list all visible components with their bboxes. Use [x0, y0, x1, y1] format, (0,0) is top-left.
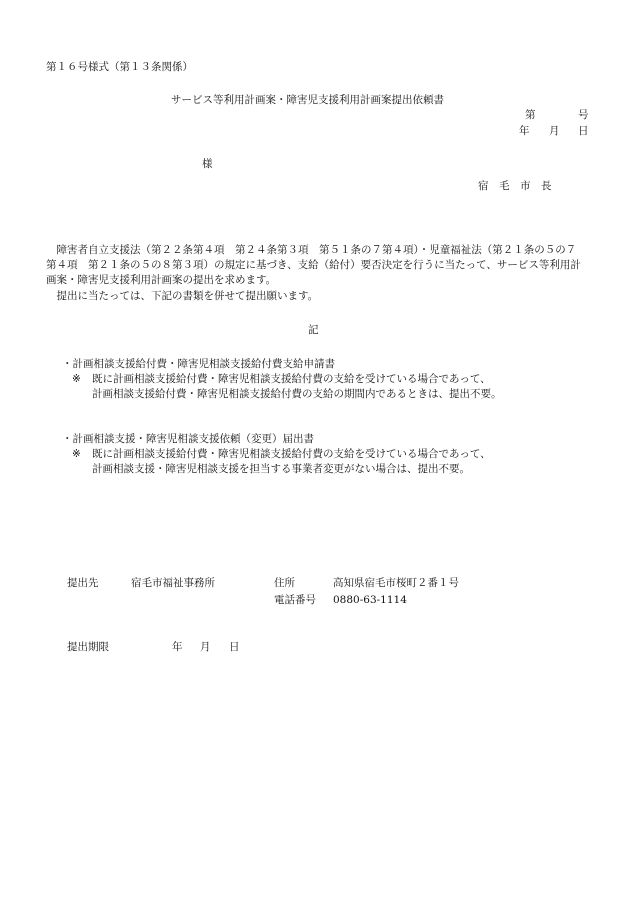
item-2-note-line-1: 既に計画相談支援給付費・障害児相談支援給付費の支給を受けている場合であって、: [92, 448, 491, 460]
item-1-title: ・計画相談支援給付費・障害児相談支援給付費支給申請書: [62, 358, 335, 370]
item-1-note-line-2: 計画相談支援給付費・障害児相談支援給付費の支給の期間内であるときは、提出不要。: [92, 388, 502, 401]
item-2-note: [72, 447, 491, 477]
ki-heading: 記: [308, 324, 319, 336]
form-label: 第１６号様式（第１３条関係）: [46, 61, 193, 73]
addressee-honorific: 様: [202, 158, 213, 170]
date-year: 年: [519, 125, 530, 137]
document-title: サービス等利用計画案・障害児支援利用計画案提出依頼書: [171, 94, 444, 106]
body-paragraph-1: 障害者自立支援法（第２２条第４項 第２４条第３項 第５１条の７第４項）・児童福祉法（第２１条の５の７第４項 第２１条の５の８第３項）の規定に基づき、支給（給付）要否決定を行うに当たって、サービス等利用計画案・障害児支援利用計画案の提出を求めます。: [46, 244, 581, 287]
submission-office: 宿毛市福祉事務所: [131, 577, 215, 589]
address-label: 住所: [274, 577, 295, 589]
item-2-title: ・計画相談支援・障害児相談支援依頼（変更）届出書: [62, 433, 314, 445]
item-1-note-line-1: 既に計画相談支援給付費・障害児相談支援給付費の支給を受けている場合であって、: [92, 373, 491, 385]
item-2-note-line-2: 計画相談支援・障害児相談支援を担当する事業者変更がない場合は、提出不要。: [92, 463, 470, 476]
submission-label: 提出先: [67, 577, 99, 589]
deadline-month: 月: [200, 641, 211, 653]
phone-label: 電話番号: [274, 594, 316, 606]
body-text: [46, 243, 586, 304]
deadline-label: 提出期限: [67, 641, 109, 653]
address-value: 高知県宿毛市桜町２番１号: [333, 577, 459, 589]
date-month: 月: [549, 125, 560, 137]
sender-name: 宿 毛 市 長: [478, 180, 552, 192]
date-day: 日: [578, 125, 589, 137]
deadline-year: 年: [172, 641, 183, 653]
doc-number-suffix: 号: [578, 109, 589, 121]
note-mark: ※: [72, 373, 81, 385]
note-mark: ※: [72, 448, 81, 460]
deadline-day: 日: [229, 641, 240, 653]
body-paragraph-2: 提出に当たっては、下記の書類を併せて提出願います。: [56, 289, 319, 302]
phone-value: 0880-63-1114: [333, 594, 407, 606]
doc-number-prefix: 第: [525, 109, 536, 121]
item-1-note: [72, 372, 502, 402]
